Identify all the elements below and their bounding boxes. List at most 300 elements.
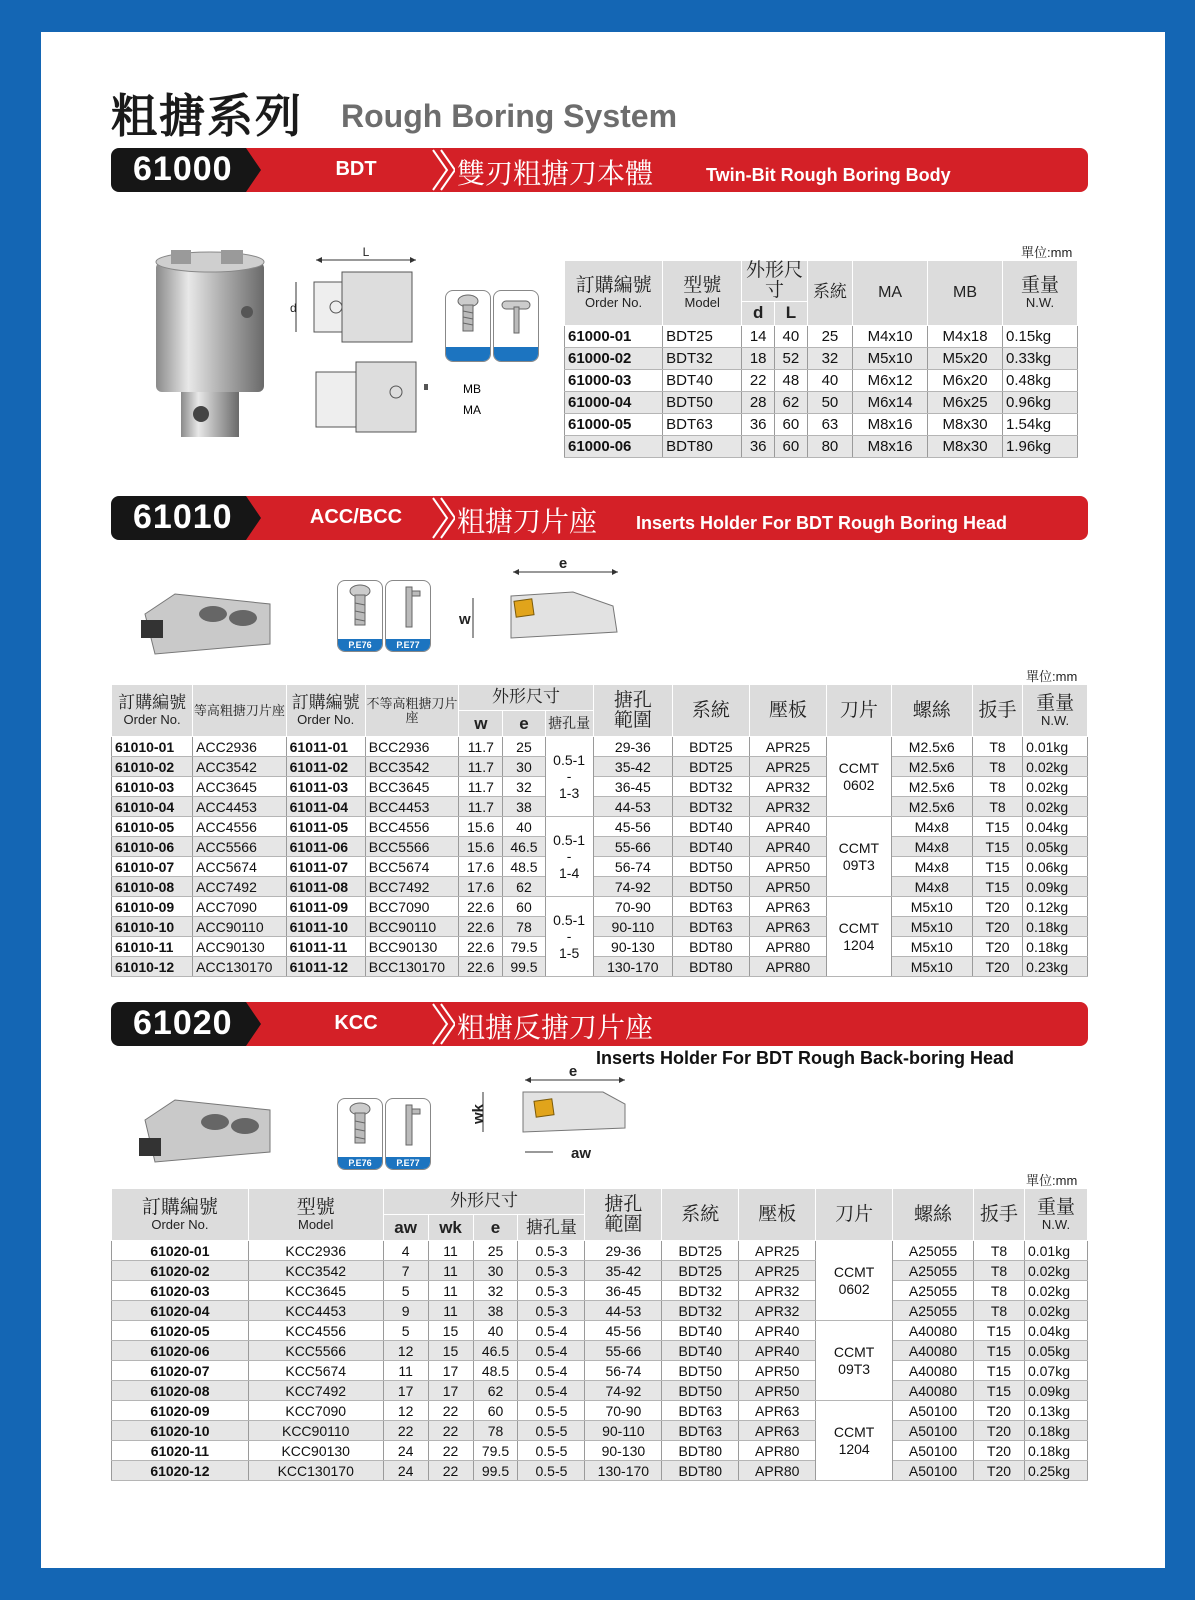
weight: 1.96kg: [1003, 435, 1078, 457]
header-plate-zh: 壓板: [768, 698, 807, 721]
dim-L: 52: [775, 347, 808, 369]
bore-range: 70-90: [585, 1401, 662, 1421]
insert-type-line: CCMT: [838, 920, 880, 937]
order-number: 61010-08: [112, 877, 193, 897]
ma: M8x16: [853, 435, 928, 457]
bore-amount: 0.5-5: [518, 1421, 585, 1441]
dim-d: 36: [742, 435, 775, 457]
table-row: [112, 957, 1088, 977]
bore-range: 56-74: [585, 1361, 662, 1381]
order-number-2: 61011-09: [286, 897, 365, 917]
unequal-holder-model: BCC4453: [365, 797, 458, 817]
dim-e: 30: [503, 757, 545, 777]
spec-table-61010: [111, 684, 1088, 977]
mb: M6x25: [928, 391, 1003, 413]
dim-wk: 22: [428, 1461, 473, 1481]
mb: M5x20: [928, 347, 1003, 369]
insert-type: [816, 1241, 893, 1321]
system: BDT50: [662, 1361, 739, 1381]
dim-w: 15.6: [459, 837, 503, 857]
wrench: T15: [972, 817, 1022, 837]
dim-wk: 15: [428, 1321, 473, 1341]
weight: 0.09kg: [1023, 877, 1088, 897]
wrench-accessory: [493, 290, 539, 362]
order-number-2: 61011-10: [286, 917, 365, 937]
wrench: T20: [972, 957, 1022, 977]
order-number: 61010-11: [112, 937, 193, 957]
dim-wk: 22: [428, 1421, 473, 1441]
order-number: 61010-07: [112, 857, 193, 877]
screw: M4x8: [891, 837, 972, 857]
wrench: T8: [974, 1281, 1025, 1301]
header-e: e: [503, 711, 545, 737]
dim-d: 22: [742, 369, 775, 391]
order-number: 61020-02: [112, 1261, 249, 1281]
system: BDT32: [662, 1281, 739, 1301]
order-number-2: 61011-06: [286, 837, 365, 857]
dim-wk: 17: [428, 1381, 473, 1401]
insert-type: [826, 897, 891, 977]
dim-wk: 22: [428, 1441, 473, 1461]
screw: A25055: [893, 1261, 974, 1281]
header-range-zh1: 搪孔: [604, 1192, 643, 1215]
equal-holder-model: ACC3542: [193, 757, 286, 777]
table-row: [565, 435, 1078, 457]
table-row: [112, 1301, 1088, 1321]
screw-icon: [446, 291, 490, 347]
wrench: T15: [974, 1341, 1025, 1361]
unit-label: 單位:mm: [1021, 245, 1073, 260]
dim-e: 99.5: [473, 1461, 518, 1481]
header-dims-zh: 外形尺寸: [746, 259, 804, 301]
weight: 0.15kg: [1003, 325, 1078, 347]
ma: M6x12: [853, 369, 928, 391]
order-number-2: 61011-07: [286, 857, 365, 877]
clamp-plate: APR40: [749, 837, 826, 857]
weight: 0.02kg: [1024, 1261, 1087, 1281]
bore-range: 90-130: [585, 1441, 662, 1461]
chevron-right-icon: [429, 496, 455, 540]
bore-range: 36-45: [585, 1281, 662, 1301]
section-number: 61020: [133, 1004, 233, 1042]
header-weight-zh: 重量: [1020, 274, 1059, 297]
ma: M4x10: [853, 325, 928, 347]
order-number: 61000-02: [565, 347, 663, 369]
clamp-plate: APR63: [739, 1421, 816, 1441]
screw: A25055: [893, 1301, 974, 1321]
insert-type-line: CCMT: [833, 1264, 875, 1281]
bore-amount: 0.5-5: [518, 1401, 585, 1421]
dim-d: 36: [742, 413, 775, 435]
header-aw: aw: [383, 1215, 428, 1241]
dim-aw: 12: [383, 1401, 428, 1421]
table-row: [112, 877, 1088, 897]
model: KCC4453: [248, 1301, 383, 1321]
screw: A40080: [893, 1321, 974, 1341]
bore-range: 74-92: [585, 1381, 662, 1401]
header-weight-en: N.W.: [1025, 295, 1055, 311]
dim-wk: 11: [428, 1301, 473, 1321]
unequal-holder-model: BCC130170: [365, 957, 458, 977]
weight: 0.05kg: [1024, 1341, 1087, 1361]
clamp-plate: APR80: [749, 937, 826, 957]
bore-range: 56-74: [593, 857, 672, 877]
clamp-plate: APR25: [739, 1261, 816, 1281]
insert-type-line: 09T3: [842, 856, 875, 873]
weight: 0.33kg: [1003, 347, 1078, 369]
table-row: [112, 757, 1088, 777]
clamp-plate: APR32: [749, 777, 826, 797]
page-title-en: Rough Boring System: [341, 98, 678, 134]
wrench: T20: [972, 917, 1022, 937]
screw: M4x8: [891, 877, 972, 897]
page-ref-label: P.E76: [338, 1157, 382, 1169]
model: KCC7492: [248, 1381, 383, 1401]
clamp-plate: APR40: [749, 817, 826, 837]
system: BDT63: [672, 917, 749, 937]
header-order-zh: 訂購編號: [118, 692, 187, 713]
bore-range: 35-42: [585, 1261, 662, 1281]
dim-L: 60: [775, 413, 808, 435]
mb: M4x18: [928, 325, 1003, 347]
system: BDT25: [662, 1241, 739, 1261]
header-ma: MA: [853, 261, 928, 326]
weight: 0.02kg: [1023, 797, 1088, 817]
weight: 0.01kg: [1023, 737, 1088, 757]
dim-wk: 11: [428, 1261, 473, 1281]
header-screw-zh: 螺絲: [914, 1202, 953, 1225]
equal-holder-model: ACC7492: [193, 877, 286, 897]
system: 40: [807, 369, 852, 391]
equal-holder-model: ACC4556: [193, 817, 286, 837]
screw: A40080: [893, 1361, 974, 1381]
weight: 0.12kg: [1023, 897, 1088, 917]
order-number: 61020-08: [112, 1381, 249, 1401]
section-title-zh: 粗搪刀片座: [457, 505, 598, 538]
bore-amount: 0.5-4: [518, 1381, 585, 1401]
weight: 0.02kg: [1023, 777, 1088, 797]
insert-type: [816, 1401, 893, 1481]
clamp-plate: APR25: [749, 737, 826, 757]
screw: M2.5x6: [891, 797, 972, 817]
screw-accessory-pe76: [337, 1098, 383, 1170]
header-model-zh: 型號: [683, 274, 722, 297]
dim-e: 40: [473, 1321, 518, 1341]
dim-aw: 9: [383, 1301, 428, 1321]
wrench: T8: [972, 757, 1022, 777]
clamp-plate: APR50: [749, 877, 826, 897]
section-banner-61000: [111, 148, 1088, 192]
unequal-holder-model: BCC90130: [365, 937, 458, 957]
bore-amount-line: 1-3: [559, 784, 580, 801]
weight: 0.18kg: [1024, 1441, 1087, 1461]
bore-amount-line: 1-4: [559, 864, 580, 881]
order-number: 61020-01: [112, 1241, 249, 1261]
screw: M2.5x6: [891, 757, 972, 777]
dim-L: 60: [775, 435, 808, 457]
dim-wk-label: wk: [470, 1103, 487, 1124]
header-range-zh1: 搪孔: [613, 688, 652, 711]
table-row: [565, 369, 1078, 391]
system: 50: [807, 391, 852, 413]
equal-holder-model: ACC130170: [193, 957, 286, 977]
dim-L: 48: [775, 369, 808, 391]
system: BDT63: [662, 1421, 739, 1441]
model: KCC3542: [248, 1261, 383, 1281]
bore-range: 130-170: [585, 1461, 662, 1481]
dim-e: 30: [473, 1261, 518, 1281]
system: BDT50: [662, 1381, 739, 1401]
system: BDT25: [662, 1261, 739, 1281]
order-number-2: 61011-12: [286, 957, 365, 977]
order-number-2: 61011-02: [286, 757, 365, 777]
wrench-icon: [386, 581, 430, 637]
header-dims-zh: 外形尺寸: [450, 1190, 519, 1211]
table-row: [112, 937, 1088, 957]
dim-w: 11.7: [459, 777, 503, 797]
section-title-zh: 粗搪反搪刀片座: [457, 1011, 654, 1044]
header-plate-zh: 壓板: [758, 1202, 797, 1225]
wrench: T8: [974, 1241, 1025, 1261]
bore-amount: [545, 897, 593, 977]
dim-e: 46.5: [503, 837, 545, 857]
bore-range: 45-56: [593, 817, 672, 837]
dim-e: 32: [473, 1281, 518, 1301]
dim-aw: 24: [383, 1441, 428, 1461]
model: KCC90130: [248, 1441, 383, 1461]
equal-holder-model: ACC3645: [193, 777, 286, 797]
header-weight-en: N.W.: [1041, 712, 1070, 728]
clamp-plate: APR80: [739, 1441, 816, 1461]
equal-holder-model: ACC4453: [193, 797, 286, 817]
dim-aw: 5: [383, 1281, 428, 1301]
dim-w: 17.6: [459, 877, 503, 897]
section-title-zh: 雙刃粗搪刀本體: [457, 157, 654, 190]
dim-w: 17.6: [459, 857, 503, 877]
screw: A50100: [893, 1441, 974, 1461]
wrench: T8: [972, 737, 1022, 757]
wrench: T15: [972, 877, 1022, 897]
screw: A40080: [893, 1341, 974, 1361]
section-code: ACC/BCC: [309, 506, 403, 528]
wrench: T15: [974, 1321, 1025, 1341]
bore-range: 35-42: [593, 757, 672, 777]
dim-e: 25: [503, 737, 545, 757]
clamp-plate: APR25: [739, 1241, 816, 1261]
weight: 0.02kg: [1024, 1301, 1087, 1321]
screw: M5x10: [891, 957, 972, 977]
page-ref-label: P.E77: [386, 1157, 430, 1169]
header-order-zh: 訂購編號: [291, 692, 360, 713]
system: BDT40: [662, 1341, 739, 1361]
clamp-plate: APR80: [739, 1461, 816, 1481]
insert-holder-image: [135, 584, 275, 664]
weight: 0.25kg: [1024, 1461, 1087, 1481]
unequal-holder-model: BCC3645: [365, 777, 458, 797]
header-bore-amount: 搪孔量: [545, 711, 593, 737]
bore-range: 44-53: [585, 1301, 662, 1321]
bore-amount-line: 0.5-1: [553, 752, 586, 769]
table-row: [112, 917, 1088, 937]
system: BDT63: [662, 1401, 739, 1421]
screw: M5x10: [891, 897, 972, 917]
dim-w: 11.7: [459, 797, 503, 817]
system: BDT50: [672, 877, 749, 897]
model: KCC3645: [248, 1281, 383, 1301]
table-row: [112, 1381, 1088, 1401]
header-order-en: Order No.: [297, 711, 355, 727]
bore-amount-line: -: [566, 928, 572, 945]
dim-aw: 7: [383, 1261, 428, 1281]
order-number: 61020-10: [112, 1421, 249, 1441]
model: BDT32: [663, 347, 742, 369]
header-e: e: [473, 1215, 518, 1241]
holder-dimension-drawing: [453, 552, 623, 644]
wrench: T20: [974, 1421, 1025, 1441]
wrench-accessory-pe77: [385, 580, 431, 652]
dim-w: 15.6: [459, 817, 503, 837]
model: KCC5674: [248, 1361, 383, 1381]
order-number: 61010-12: [112, 957, 193, 977]
screw: M5x10: [891, 937, 972, 957]
dim-e: 78: [473, 1421, 518, 1441]
screw-accessory-pe76: [337, 580, 383, 652]
insert-type-line: 0602: [843, 776, 875, 793]
dim-d: 18: [742, 347, 775, 369]
bore-amount: 0.5-4: [518, 1341, 585, 1361]
wrench-icon: [386, 1099, 430, 1155]
table-row: [112, 797, 1088, 817]
system: BDT63: [672, 897, 749, 917]
clamp-plate: APR63: [749, 897, 826, 917]
table-row: [112, 1341, 1088, 1361]
model: BDT40: [663, 369, 742, 391]
clamp-plate: APR50: [739, 1381, 816, 1401]
header-wrench-zh: 扳手: [979, 1202, 1018, 1225]
ma: M5x10: [853, 347, 928, 369]
header-range-zh2: 範圍: [613, 708, 652, 731]
weight: 0.05kg: [1023, 837, 1088, 857]
screw: M2.5x6: [891, 777, 972, 797]
header-order-en: Order No.: [585, 295, 643, 311]
insert-type-line: CCMT: [833, 1344, 875, 1361]
system: BDT32: [672, 777, 749, 797]
mb: M8x30: [928, 413, 1003, 435]
order-number: 61010-06: [112, 837, 193, 857]
order-number-2: 61011-04: [286, 797, 365, 817]
dim-e: 38: [473, 1301, 518, 1321]
clamp-plate: APR63: [739, 1401, 816, 1421]
header-unequal-holder: 不等高粗搪刀片座: [365, 685, 458, 737]
order-number: 61020-06: [112, 1341, 249, 1361]
dim-d: 14: [742, 325, 775, 347]
dim-e: 60: [473, 1401, 518, 1421]
system: BDT80: [672, 957, 749, 977]
order-number: 61020-11: [112, 1441, 249, 1461]
section-title-en: Inserts Holder For BDT Rough Boring Head: [636, 513, 1008, 533]
catalog-page: [41, 32, 1165, 1568]
section-title-en: Twin-Bit Rough Boring Body: [706, 165, 951, 185]
bore-amount-line: -: [566, 848, 572, 865]
bore-range: 74-92: [593, 877, 672, 897]
system: BDT40: [672, 817, 749, 837]
table-row: [112, 1261, 1088, 1281]
clamp-plate: APR32: [749, 797, 826, 817]
body-dimension-drawing: [286, 242, 431, 442]
table-row: [112, 897, 1088, 917]
dim-aw: 24: [383, 1461, 428, 1481]
dim-w: 22.6: [459, 957, 503, 977]
bore-range: 90-110: [593, 917, 672, 937]
bore-amount: 0.5-3: [518, 1301, 585, 1321]
header-weight-en: N.W.: [1041, 1216, 1071, 1232]
spec-table-61020: [111, 1188, 1088, 1481]
weight: 0.23kg: [1023, 957, 1088, 977]
header-weight-zh: 重量: [1036, 1195, 1075, 1218]
back-holder-dimension-drawing: [453, 1052, 633, 1164]
bore-amount: [545, 737, 593, 817]
header-dims-zh: 外形尺寸: [492, 686, 560, 707]
bore-amount-line: -: [566, 768, 572, 785]
system: BDT25: [672, 757, 749, 777]
bore-amount: 0.5-5: [518, 1441, 585, 1461]
dim-e: 79.5: [503, 937, 545, 957]
header-order-en: Order No.: [123, 711, 181, 727]
bore-range: 55-66: [585, 1341, 662, 1361]
wrench: T8: [974, 1301, 1025, 1321]
screw-icon: [338, 581, 382, 637]
screw: A40080: [893, 1381, 974, 1401]
header-model-en: Model: [298, 1216, 334, 1232]
wrench: T20: [972, 897, 1022, 917]
wrench: T15: [974, 1381, 1025, 1401]
dim-L: 40: [775, 325, 808, 347]
unequal-holder-model: BCC5566: [365, 837, 458, 857]
weight: 0.18kg: [1023, 917, 1088, 937]
table-row: [112, 777, 1088, 797]
weight: 0.48kg: [1003, 369, 1078, 391]
table-row: [112, 1281, 1088, 1301]
dim-L: 62: [775, 391, 808, 413]
clamp-plate: APR50: [739, 1361, 816, 1381]
dim-wk: 17: [428, 1361, 473, 1381]
unequal-holder-model: BCC7090: [365, 897, 458, 917]
system: 32: [807, 347, 852, 369]
dim-MA-label: MA: [463, 403, 481, 417]
header-d: d: [742, 301, 775, 325]
dim-e: 48.5: [473, 1361, 518, 1381]
insert-type-line: 0602: [838, 1280, 870, 1297]
dim-e: 62: [473, 1381, 518, 1401]
bore-range: 90-130: [593, 937, 672, 957]
insert-type-line: CCMT: [838, 760, 880, 777]
model: BDT63: [663, 413, 742, 435]
equal-holder-model: ACC5566: [193, 837, 286, 857]
unequal-holder-model: BCC2936: [365, 737, 458, 757]
dim-e: 99.5: [503, 957, 545, 977]
dim-e: 38: [503, 797, 545, 817]
dim-w: 11.7: [459, 737, 503, 757]
order-number: 61010-02: [112, 757, 193, 777]
model: KCC90110: [248, 1421, 383, 1441]
insert-type: [816, 1321, 893, 1401]
screw: M2.5x6: [891, 737, 972, 757]
unequal-holder-model: BCC3542: [365, 757, 458, 777]
table-row: [112, 857, 1088, 877]
model: KCC5566: [248, 1341, 383, 1361]
bore-amount-line: 0.5-1: [553, 832, 586, 849]
order-number: 61010-09: [112, 897, 193, 917]
